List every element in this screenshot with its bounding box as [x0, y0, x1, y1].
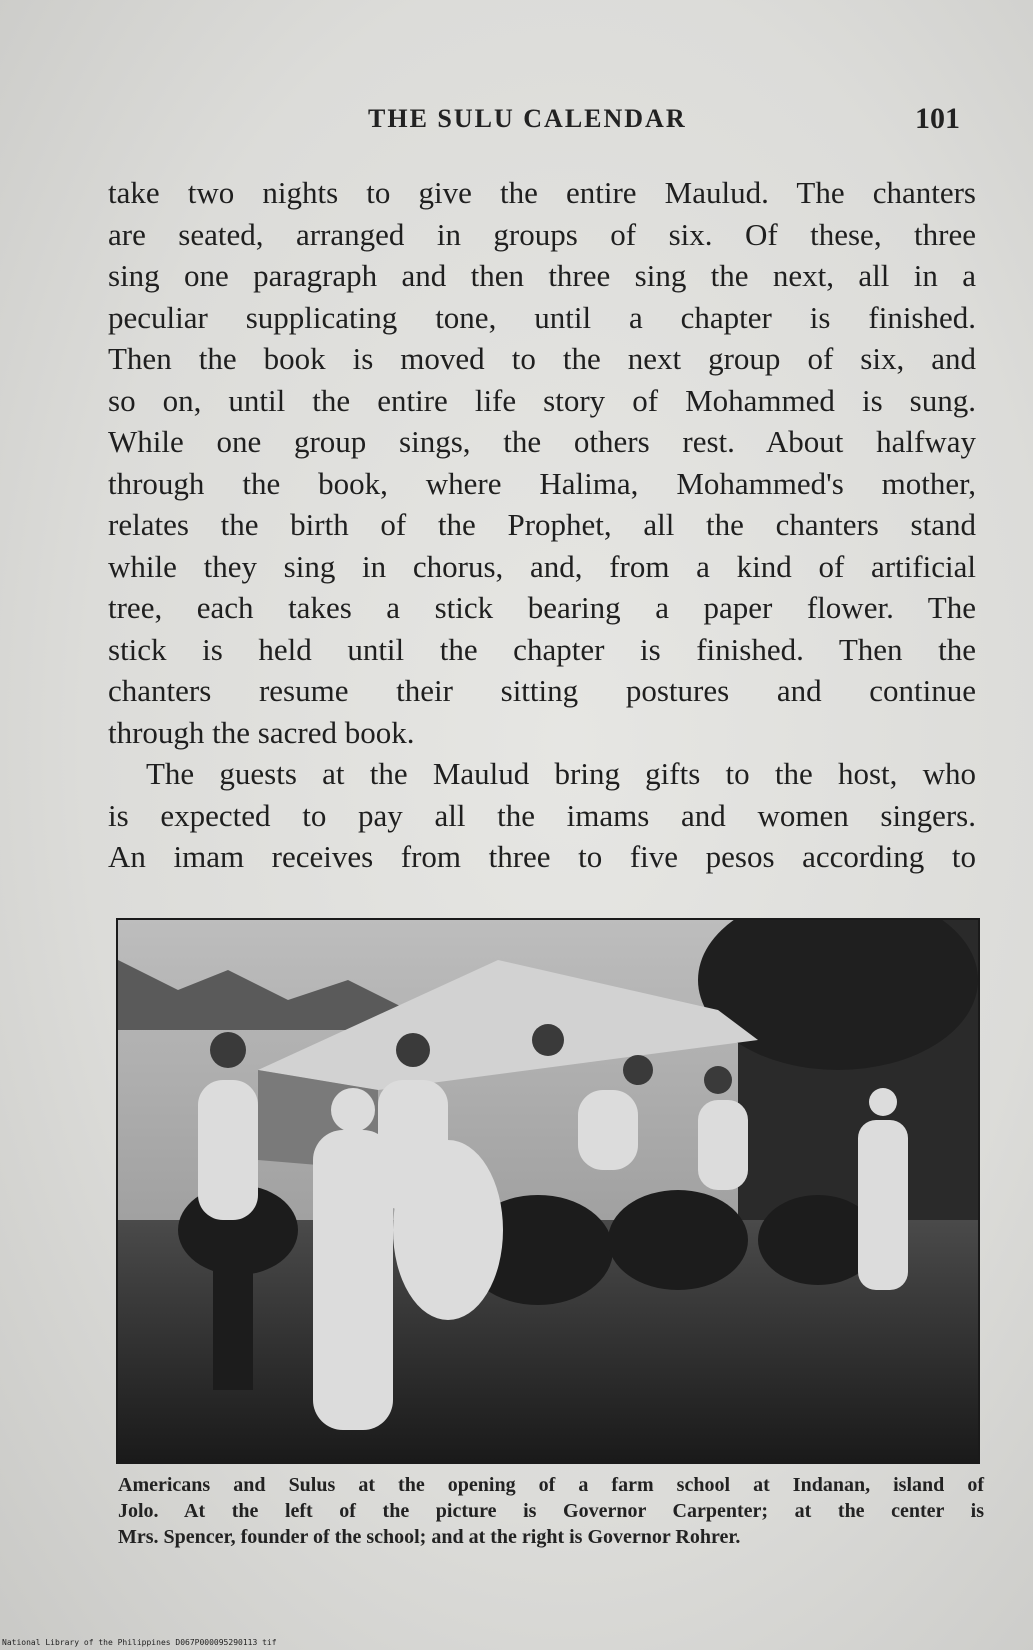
page-header	[360, 104, 960, 144]
text-line: chanters resume their sitting postures and continue	[108, 673, 976, 708]
scan-footer: National Library of the Philippines D067P000095290113 tif	[2, 1638, 277, 1647]
text-line: so on, until the entire life story of Mohammed is sung.	[108, 382, 976, 418]
page-number: 101	[915, 102, 960, 135]
text-line: take two nights to give the entire Maulud. The chanters	[108, 175, 976, 210]
caption-line: Jolo. At the left of the picture is Governor Carpenter; at the center is	[118, 1500, 984, 1522]
text-line: are seated, arranged in groups of six. Of these, three	[108, 216, 976, 252]
text-line: The guests at the Maulud bring gifts to the host, who	[146, 756, 976, 791]
text-line: While one group sings, the others rest. About halfway	[108, 424, 976, 459]
photograph-illustration	[118, 920, 978, 1462]
running-head: THE SULU CALENDAR	[368, 104, 687, 133]
text-line: relates the birth of the Prophet, all the chanters stand	[108, 507, 976, 542]
text-line: An imam receives from three to five pesos according to	[108, 839, 976, 874]
caption-line: Mrs. Spencer, founder of the school; and at the right is Governor Rohrer.	[118, 1526, 741, 1548]
text-line: peculiar supplicating tone, until a chapter is finished.	[108, 299, 976, 335]
text-line: sing one paragraph and then three sing the next, all in a	[108, 258, 976, 293]
text-line: tree, each takes a stick bearing a paper flower. The	[108, 590, 976, 625]
photo-caption	[118, 1472, 984, 1550]
text-line: while they sing in chorus, and, from a kind of artificial	[108, 548, 976, 584]
text-line: through the sacred book.	[108, 714, 415, 750]
caption-line: Americans and Sulus at the opening of a farm school at Indanan, island of	[118, 1474, 984, 1496]
text-line: is expected to pay all the imams and women singers.	[108, 797, 976, 833]
body-text	[108, 172, 976, 878]
text-line: Then the book is moved to the next group of six, and	[108, 341, 976, 376]
photograph	[116, 918, 980, 1464]
text-line: stick is held until the chapter is finished. Then the	[108, 631, 976, 667]
text-line: through the book, where Halima, Mohammed's mother,	[108, 465, 976, 501]
